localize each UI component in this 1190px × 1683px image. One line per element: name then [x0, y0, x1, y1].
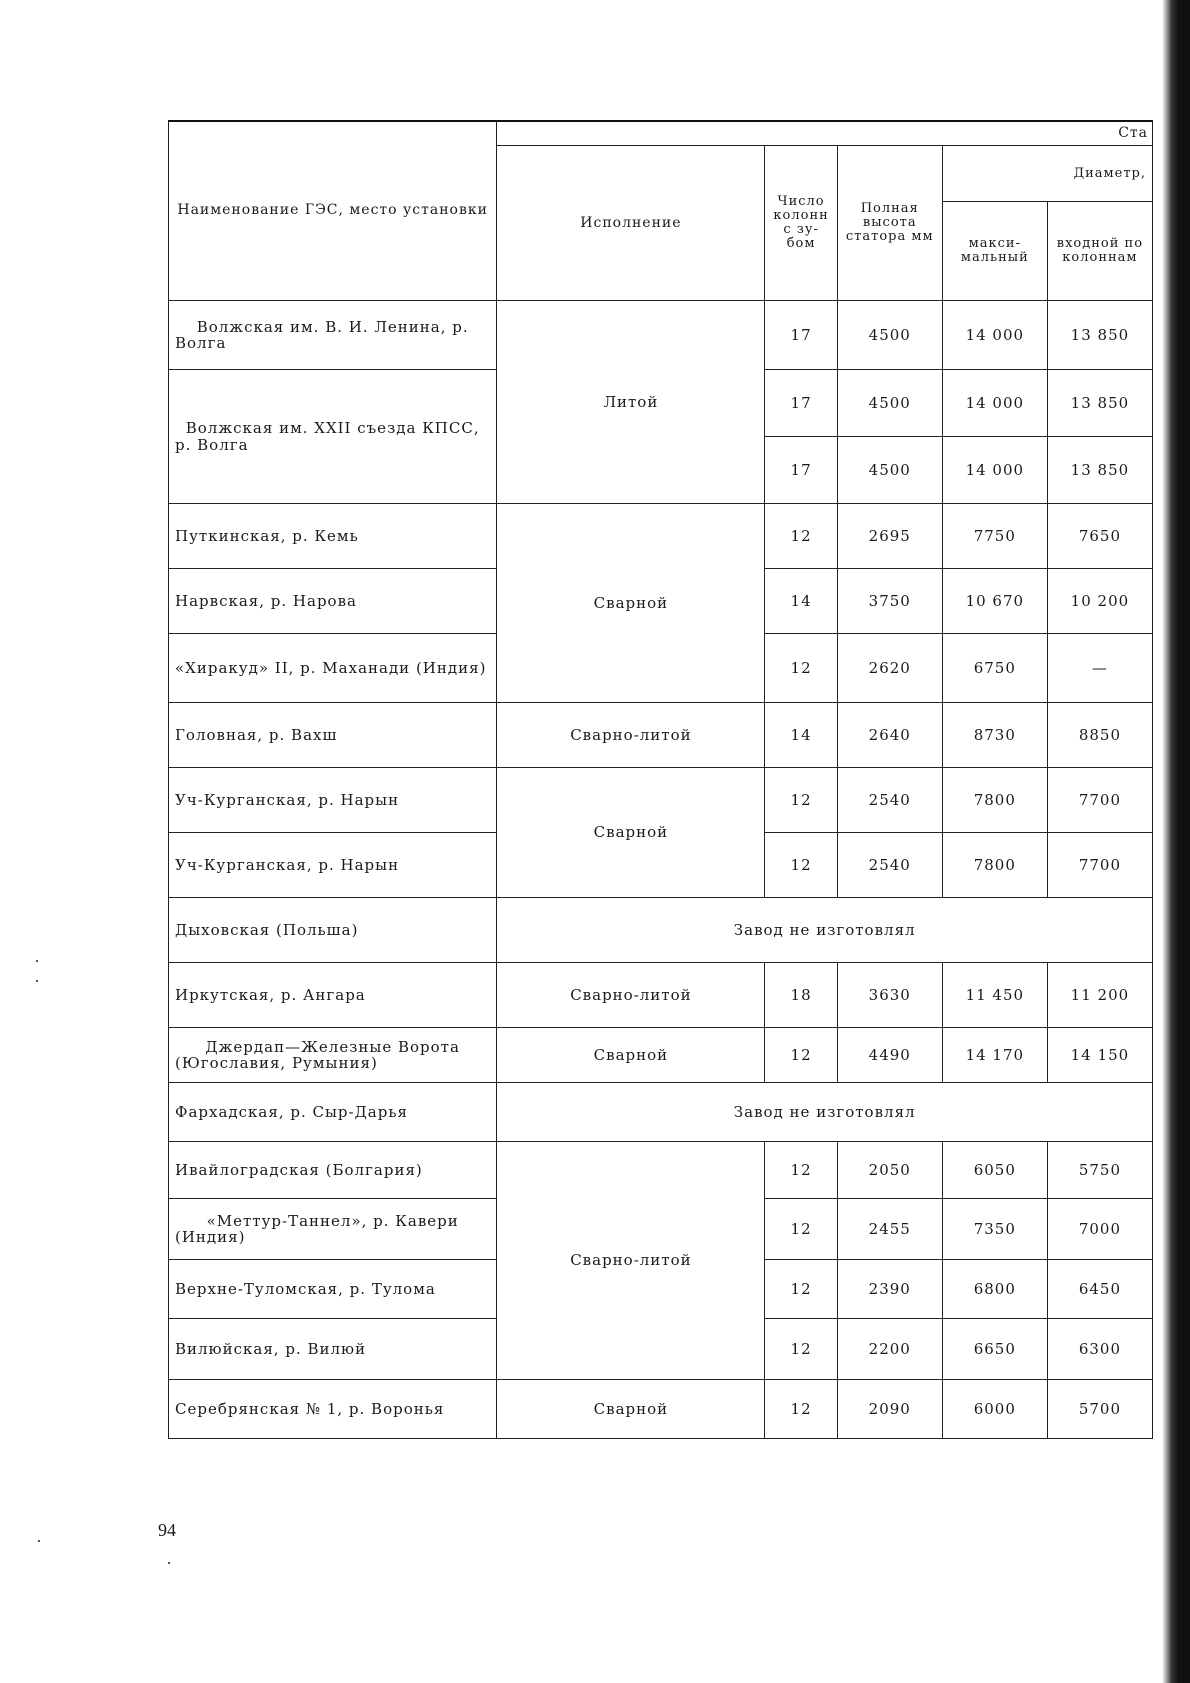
row-dmax: 14 000	[942, 370, 1047, 437]
row-height: 4500	[837, 301, 942, 370]
row-din: 11 200	[1047, 963, 1152, 1028]
row-din: 7700	[1047, 833, 1152, 898]
row-dmax: 7800	[942, 833, 1047, 898]
row-name: Дыховская (Польша)	[169, 898, 497, 963]
row-name: Уч-Курганская, р. Нарын	[169, 768, 497, 833]
scan-speck	[36, 960, 38, 962]
table-row	[169, 898, 1153, 963]
row-din: 10 200	[1047, 569, 1152, 634]
row-cols: 12	[765, 504, 837, 569]
table-row	[169, 1083, 1153, 1142]
row-exec: Сварно-литой	[497, 1142, 765, 1380]
header-exec: Исполнение	[497, 146, 765, 301]
row-name: Уч-Курганская, р. Нарын	[169, 833, 497, 898]
row-cols: 12	[765, 768, 837, 833]
table-row	[169, 1028, 1153, 1083]
row-cols: 12	[765, 833, 837, 898]
row-din: 7650	[1047, 504, 1152, 569]
row-din: 14 150	[1047, 1028, 1152, 1083]
row-height: 2050	[837, 1142, 942, 1199]
table-row	[169, 963, 1153, 1028]
row-din: 5750	[1047, 1142, 1152, 1199]
row-name: Волжская им. XXII съезда КПСС, р. Волга	[169, 370, 497, 504]
row-name: Волжская им. В. И. Ленина, р. Волга	[169, 301, 497, 370]
row-cols: 12	[765, 1028, 837, 1083]
header-columns: Число колонн с зу-бом	[765, 146, 837, 301]
row-dmax: 6050	[942, 1142, 1047, 1199]
row-dmax: 14 170	[942, 1028, 1047, 1083]
header-height: Полная высота статора мм	[837, 146, 942, 301]
row-height: 3630	[837, 963, 942, 1028]
row-height: 2620	[837, 634, 942, 703]
row-exec: Сварной	[497, 768, 765, 898]
header-stator-group: Ста	[497, 121, 1153, 146]
row-name: Фархадская, р. Сыр-Дарья	[169, 1083, 497, 1142]
row-dmax: 7350	[942, 1199, 1047, 1260]
row-height: 2540	[837, 768, 942, 833]
row-din: 13 850	[1047, 370, 1152, 437]
row-cols: 17	[765, 301, 837, 370]
row-dmax: 6650	[942, 1319, 1047, 1380]
row-height: 2640	[837, 703, 942, 768]
row-din: —	[1047, 634, 1152, 703]
row-name: Серебрянская № 1, р. Воронья	[169, 1380, 497, 1439]
row-dmax: 8730	[942, 703, 1047, 768]
row-height: 4500	[837, 370, 942, 437]
row-exec: Литой	[497, 301, 765, 504]
row-dmax: 7800	[942, 768, 1047, 833]
table-row	[169, 301, 1153, 370]
row-name: Вилюйская, р. Вилюй	[169, 1319, 497, 1380]
binding-edge	[1162, 0, 1190, 1683]
row-height: 4490	[837, 1028, 942, 1083]
row-height: 4500	[837, 437, 942, 504]
row-cols: 17	[765, 437, 837, 504]
row-dmax: 14 000	[942, 301, 1047, 370]
row-height: 2200	[837, 1319, 942, 1380]
row-cols: 12	[765, 1199, 837, 1260]
row-din: 5700	[1047, 1380, 1152, 1439]
table-row	[169, 1380, 1153, 1439]
row-din: 13 850	[1047, 301, 1152, 370]
row-exec: Сварной	[497, 1028, 765, 1083]
row-name: Ивайлоградская (Болгария)	[169, 1142, 497, 1199]
row-exec: Сварно-литой	[497, 703, 765, 768]
row-cols: 14	[765, 703, 837, 768]
row-name: «Меттур-Таннел», р. Кавери (Индия)	[169, 1199, 497, 1260]
row-cols: 12	[765, 1319, 837, 1380]
row-cols: 12	[765, 1260, 837, 1319]
row-exec: Сварной	[497, 1380, 765, 1439]
row-height: 2540	[837, 833, 942, 898]
row-name: Нарвская, р. Нарова	[169, 569, 497, 634]
row-name: Верхне-Туломская, р. Тулома	[169, 1260, 497, 1319]
row-height: 2695	[837, 504, 942, 569]
header-dmax: макси-мальный	[942, 202, 1047, 301]
row-height: 2090	[837, 1380, 942, 1439]
table-row	[169, 1142, 1153, 1199]
row-name: Головная, р. Вахш	[169, 703, 497, 768]
row-din: 6450	[1047, 1260, 1152, 1319]
row-exec: Сварно-литой	[497, 963, 765, 1028]
row-dmax: 7750	[942, 504, 1047, 569]
row-height: 3750	[837, 569, 942, 634]
ges-stator-table	[168, 120, 1153, 1439]
row-height: 2390	[837, 1260, 942, 1319]
row-din: 8850	[1047, 703, 1152, 768]
row-note: Завод не изготовлял	[497, 898, 1153, 963]
scan-speck	[36, 980, 38, 982]
row-name: Джердап—Железные Ворота (Югославия, Румыния)	[169, 1028, 497, 1083]
header-name: Наименование ГЭС, место установки	[169, 121, 497, 301]
row-name: Иркутская, р. Ангара	[169, 963, 497, 1028]
row-din: 7700	[1047, 768, 1152, 833]
scan-speck	[168, 1562, 170, 1564]
row-din: 7000	[1047, 1199, 1152, 1260]
row-height: 2455	[837, 1199, 942, 1260]
row-cols: 12	[765, 1380, 837, 1439]
row-cols: 18	[765, 963, 837, 1028]
row-din: 6300	[1047, 1319, 1152, 1380]
table-row	[169, 504, 1153, 569]
row-name: «Хиракуд» II, р. Маханади (Индия)	[169, 634, 497, 703]
row-dmax: 10 670	[942, 569, 1047, 634]
header-din: входной по колоннам	[1047, 202, 1152, 301]
row-dmax: 11 450	[942, 963, 1047, 1028]
row-cols: 12	[765, 634, 837, 703]
row-name: Путкинская, р. Кемь	[169, 504, 497, 569]
row-dmax: 14 000	[942, 437, 1047, 504]
table-row	[169, 703, 1153, 768]
row-din: 13 850	[1047, 437, 1152, 504]
row-exec: Сварной	[497, 504, 765, 703]
row-cols: 12	[765, 1142, 837, 1199]
row-dmax: 6750	[942, 634, 1047, 703]
page-number: 94	[158, 1520, 176, 1540]
table-row	[169, 768, 1153, 833]
row-dmax: 6800	[942, 1260, 1047, 1319]
row-dmax: 6000	[942, 1380, 1047, 1439]
row-note: Завод не изготовлял	[497, 1083, 1153, 1142]
scan-speck	[38, 1540, 40, 1542]
header-row-1	[169, 121, 1153, 146]
header-diameter: Диаметр,	[942, 146, 1152, 202]
row-cols: 17	[765, 370, 837, 437]
row-cols: 14	[765, 569, 837, 634]
